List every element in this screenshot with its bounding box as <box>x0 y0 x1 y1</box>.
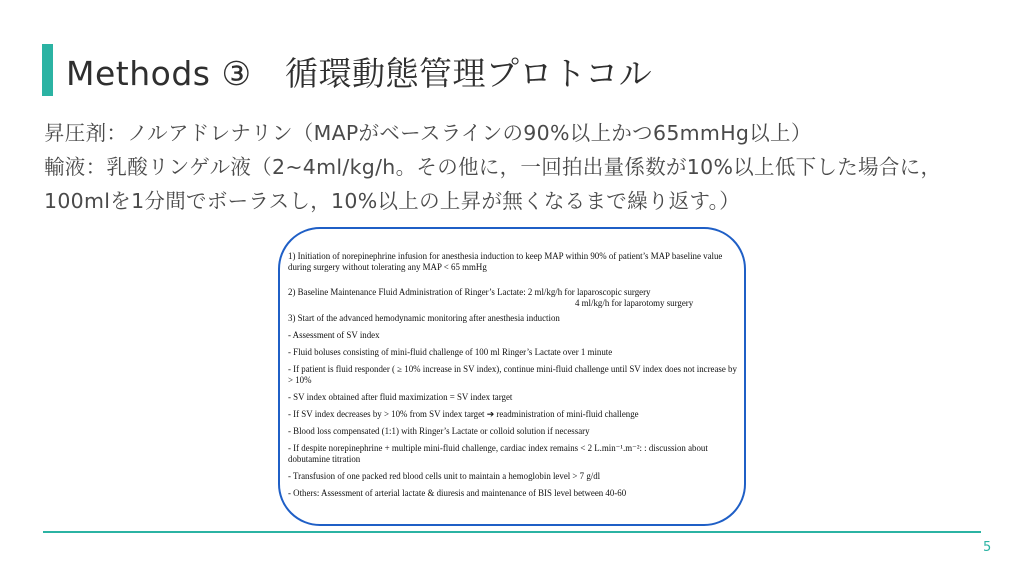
protocol-fluid-bolus: - Fluid boluses consisting of mini-fluid challenge of 100 ml Ringer’s Lactate over 1 minute <box>288 347 613 357</box>
fluid-line: 輸液：乳酸リンゲル液（2~4ml/kg/h。その他に，一回拍出量係数が10%以上低下した場合に， <box>44 155 942 179</box>
protocol-sv-index: - Assessment of SV index <box>288 330 380 340</box>
protocol-fluid-responder: - If patient is fluid responder ( ≥ 10% increase in SV index), continue mini-fluid challenge until SV index does not increase by > 10% <box>288 364 737 385</box>
page-number: 5 <box>983 540 992 555</box>
protocol-dobutamine: - If despite norepinephrine + multiple mini-fluid challenge, cardiac index remains < 2 L.min⁻¹.m⁻²: : discussion about dobutamine titration <box>288 443 708 464</box>
title-accent-bar <box>42 44 53 96</box>
protocol-sv-target: - SV index obtained after fluid maximization = SV index target <box>288 392 513 402</box>
protocol-item-2-line-2: 4 ml/kg/h for laparotomy surgery <box>575 298 694 308</box>
protocol-text <box>288 251 740 499</box>
protocol-item-1: 1) Initiation of norepinephrine infusion for anesthesia induction to keep MAP within 90% of patient’s MAP baseline value during surgery without tolerating any MAP < 65 mmHg <box>288 251 723 272</box>
protocol-transfusion: - Transfusion of one packed red blood cells unit to maintain a hemoglobin level > 7 g/dl <box>288 471 601 481</box>
protocol-sv-decrease: - If SV index decreases by > 10% from SV index target ➔ readministration of mini-fluid challenge <box>288 409 639 419</box>
footer-divider <box>43 531 981 533</box>
protocol-item-3: 3) Start of the advanced hemodynamic monitoring after anesthesia induction <box>288 313 560 323</box>
vasopressor-line: 昇圧剤：ノルアドレナリン（MAPがベースラインの90%以上かつ65mmHg以上） <box>44 121 812 145</box>
protocol-others: - Others: Assessment of arterial lactate & diuresis and maintenance of BIS level between 40-60 <box>288 488 627 498</box>
protocol-blood-loss: - Blood loss compensated (1:1) with Ringer’s Lactate or colloid solution if necessary <box>288 426 590 436</box>
protocol-item-2-line-1: 2) Baseline Maintenance Fluid Administration of Ringer’s Lactate: 2 ml/kg/h for laparoscopic surgery <box>288 287 651 297</box>
bolus-line: 100mlを1分間でボーラスし，10%以上の上昇が無くなるまで繰り返す。） <box>44 189 740 213</box>
slide-title: Methods ③ 循環動態管理プロトコル <box>66 54 653 93</box>
protocol-item-2 <box>288 287 740 309</box>
body-text <box>44 116 941 218</box>
